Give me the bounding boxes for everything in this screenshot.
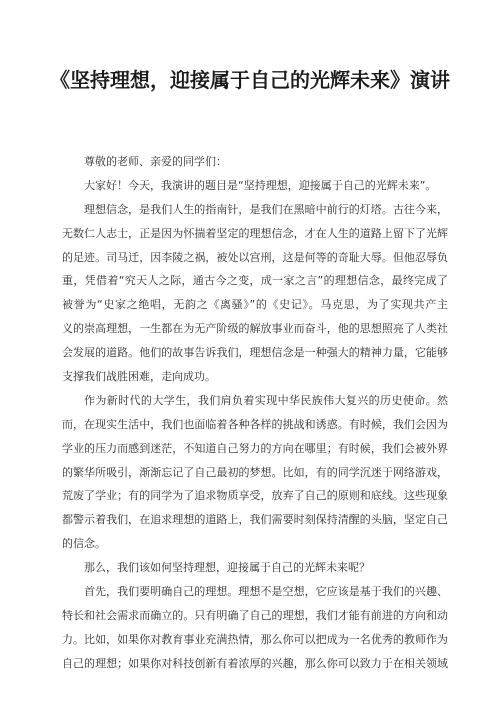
paragraph-line: 的信念。 — [62, 537, 106, 551]
paragraph-line: 义的崇高理想，一生都在为无产阶级的解放事业而奋斗，他的思想照亮了人类社 — [62, 322, 448, 336]
paragraph-line: 特长和社会需求而确立的。只有明确了自己的理想，我们才能有前进的方向和动 — [62, 608, 448, 622]
paragraph-line: 大家好！今天，我演讲的题目是“坚持理想，迎接属于自己的光辉未来”。 — [84, 178, 437, 192]
paragraph-line: 那么，我们该如何坚持理想，迎接属于自己的光辉未来呢？ — [84, 561, 370, 575]
paragraph-line: 理想信念，是我们人生的指南针，是我们在黑暗中前行的灯塔。古往今来， — [84, 202, 448, 216]
paragraph-line: 支撑我们战胜困难，走向成功。 — [62, 370, 216, 384]
paragraph-line: 的繁华所吸引，渐渐忘记了自己最初的梦想。比如，有的同学沉迷于网络游戏， — [62, 465, 448, 479]
paragraph-line: 力。比如，如果你对教育事业充满热情，那么你可以把成为一名优秀的教师作为 — [62, 632, 448, 646]
paragraph-line: 自己的理想；如果你对科技创新有着浓厚的兴趣，那么你可以致力于在相关领域 — [62, 656, 448, 670]
paragraph-line: 荒废了学业；有的同学为了追求物质享受，放弃了自己的原则和底线。这些现象 — [62, 489, 448, 503]
paragraph-line: 首先，我们要明确自己的理想。理想不是空想，它应该是基于我们的兴趣、 — [84, 585, 448, 599]
paragraph-line: 而，在现实生活中，我们也面临着各种各样的挑战和诱惑。有时候，我们会因为 — [62, 417, 448, 431]
paragraph-line: 会发展的道路。他们的故事告诉我们，理想信念是一种强大的精神力量，它能够 — [62, 346, 448, 360]
document-title: 《坚持理想，迎接属于自己的光辉未来》演讲 — [50, 68, 450, 92]
paragraph-line: 学业的压力而感到迷茫，不知道自己努力的方向在哪里；有时候，我们会被外界 — [62, 441, 448, 455]
paragraph-line: 无数仁人志士，正是因为怀揣着坚定的理想信念，才在人生的道路上留下了光辉 — [62, 226, 448, 240]
paragraph-line: 被誉为“史家之绝唱，无韵之《离骚》”的《史记》。马克思，为了实现共产主 — [62, 298, 448, 312]
paragraph-line: 都警示着我们，在追求理想的道路上，我们需要时刻保持清醒的头脑，坚定自己 — [62, 513, 448, 527]
paragraph-line: 作为新时代的大学生，我们肩负着实现中华民族伟大复兴的历史使命。然 — [84, 393, 448, 407]
paragraph-line: 重，凭借着“究天人之际，通古今之变，成一家之言”的理想信念，最终完成了 — [62, 274, 448, 288]
greeting-line: 尊敬的老师、亲爱的同学们： — [84, 155, 227, 168]
paragraph-line: 的足迹。司马迁，因李陵之祸，被处以宫刑，这是何等的奇耻大辱。但他忍辱负 — [62, 250, 448, 264]
document-body — [62, 150, 448, 676]
